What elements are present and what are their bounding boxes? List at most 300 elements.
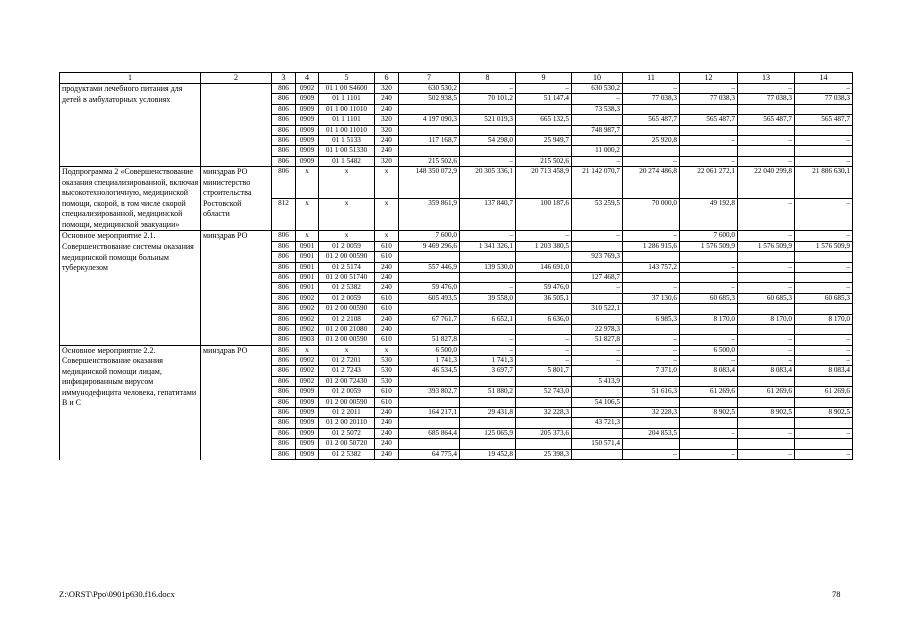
budget-code-cell: 320 — [375, 115, 399, 125]
budget-code-cell: 240 — [375, 314, 399, 324]
budget-code-cell: 0903 — [296, 335, 319, 345]
amount-cell — [572, 262, 623, 272]
budget-code-cell: 240 — [375, 104, 399, 114]
amount-cell: – — [795, 199, 853, 231]
column-header: 10 — [572, 73, 623, 84]
budget-code-cell: 806 — [272, 272, 296, 282]
budget-code-cell: 01 2 2011 — [319, 408, 375, 418]
amount-cell — [623, 439, 680, 449]
budget-code-cell: 806 — [272, 231, 296, 241]
budget-code-cell: 01 2 00 00590 — [319, 335, 375, 345]
budget-code-cell: 806 — [272, 304, 296, 314]
column-header: 2 — [201, 73, 272, 84]
footer-page-number: 78 — [832, 589, 841, 599]
amount-cell — [516, 125, 572, 135]
budget-code-cell: 01 2 2108 — [319, 314, 375, 324]
amount-cell — [460, 272, 516, 282]
budget-code-cell: х — [296, 199, 319, 231]
amount-cell — [680, 125, 738, 135]
amount-cell — [623, 104, 680, 114]
amount-cell — [572, 387, 623, 397]
amount-cell: 100 187,6 — [516, 199, 572, 231]
amount-cell: – — [795, 84, 853, 94]
budget-code-cell: 240 — [375, 283, 399, 293]
budget-code-cell: 0909 — [296, 125, 319, 135]
budget-code-cell: 610 — [375, 241, 399, 251]
amount-cell: – — [738, 335, 795, 345]
table-row — [60, 345, 853, 355]
amount-cell — [795, 125, 853, 135]
budget-code-cell: 806 — [272, 449, 296, 459]
budget-code-cell: х — [319, 199, 375, 231]
budget-code-cell: 0901 — [296, 283, 319, 293]
amount-cell: 70 000,0 — [623, 199, 680, 231]
amount-cell — [680, 104, 738, 114]
amount-cell: 150 571,4 — [572, 439, 623, 449]
program-name-cell: Основное мероприятие 2.2. Совершенствование оказания медицинской помощи лицам, инфицированным вирусом иммунодефицита человека, гепатитами В и С — [60, 345, 201, 459]
budget-code-cell: 806 — [272, 115, 296, 125]
budget-code-cell: 806 — [272, 135, 296, 145]
amount-cell — [399, 304, 460, 314]
budget-code-cell: 240 — [375, 146, 399, 156]
amount-cell: 7 600,0 — [680, 231, 738, 241]
amount-cell: – — [795, 335, 853, 345]
budget-code-cell: 01 2 0059 — [319, 293, 375, 303]
amount-cell — [738, 272, 795, 282]
budget-code-cell: 240 — [375, 135, 399, 145]
budget-code-cell: 806 — [272, 335, 296, 345]
budget-code-cell: 806 — [272, 252, 296, 262]
amount-cell: 29 431,8 — [460, 408, 516, 418]
budget-code-cell: 01 2 00 20110 — [319, 418, 375, 428]
table-row — [60, 84, 853, 94]
amount-cell — [795, 252, 853, 262]
amount-cell: 25 949,7 — [516, 135, 572, 145]
amount-cell: – — [680, 428, 738, 438]
amount-cell — [680, 324, 738, 334]
amount-cell: – — [680, 449, 738, 459]
budget-code-cell: 806 — [272, 324, 296, 334]
amount-cell — [680, 397, 738, 407]
amount-cell — [572, 408, 623, 418]
budget-code-cell: 0902 — [296, 376, 319, 386]
budget-code-cell: 806 — [272, 376, 296, 386]
budget-code-cell: 0909 — [296, 428, 319, 438]
amount-cell: – — [623, 335, 680, 345]
budget-code-cell: 01 2 0059 — [319, 387, 375, 397]
budget-code-cell: 01 2 5174 — [319, 262, 375, 272]
amount-cell — [516, 272, 572, 282]
amount-cell — [516, 252, 572, 262]
budget-code-cell: 240 — [375, 272, 399, 282]
column-header: 12 — [680, 73, 738, 84]
amount-cell — [516, 439, 572, 449]
amount-cell: – — [460, 231, 516, 241]
amount-cell: – — [572, 283, 623, 293]
amount-cell: – — [623, 345, 680, 355]
amount-cell — [399, 104, 460, 114]
amount-cell: 148 350 072,9 — [399, 167, 460, 199]
amount-cell: – — [516, 231, 572, 241]
amount-cell: 22 040 299,8 — [738, 167, 795, 199]
budget-code-cell: 806 — [272, 146, 296, 156]
budget-code-cell: 610 — [375, 397, 399, 407]
amount-cell: 1 741,3 — [460, 356, 516, 366]
budget-code-cell: 0901 — [296, 262, 319, 272]
budget-code-cell: 01 2 00 50720 — [319, 439, 375, 449]
amount-cell — [795, 397, 853, 407]
amount-cell: 6 985,3 — [623, 314, 680, 324]
budget-code-cell: 610 — [375, 252, 399, 262]
budget-code-cell: 530 — [375, 376, 399, 386]
amount-cell — [460, 146, 516, 156]
amount-cell: – — [738, 156, 795, 166]
amount-cell: 8 170,0 — [680, 314, 738, 324]
amount-cell — [460, 439, 516, 449]
budget-code-cell: 0902 — [296, 84, 319, 94]
budget-code-cell: х — [296, 167, 319, 199]
amount-cell — [399, 146, 460, 156]
amount-cell: 8 902,5 — [795, 408, 853, 418]
budget-code-cell: 0909 — [296, 104, 319, 114]
amount-cell: – — [795, 262, 853, 272]
budget-code-cell: 610 — [375, 335, 399, 345]
amount-cell: – — [460, 156, 516, 166]
amount-cell: 605 493,5 — [399, 293, 460, 303]
amount-cell — [516, 104, 572, 114]
budget-code-cell: 01 2 00 21080 — [319, 324, 375, 334]
amount-cell — [399, 324, 460, 334]
amount-cell: – — [738, 449, 795, 459]
amount-cell — [680, 304, 738, 314]
budget-code-cell: 320 — [375, 84, 399, 94]
amount-cell — [795, 418, 853, 428]
budget-code-cell: 806 — [272, 283, 296, 293]
budget-code-cell: 240 — [375, 324, 399, 334]
amount-cell: – — [738, 283, 795, 293]
budget-code-cell: 806 — [272, 428, 296, 438]
amount-cell: 8 902,5 — [680, 408, 738, 418]
amount-cell: 77 038,3 — [623, 94, 680, 104]
budget-code-cell: 806 — [272, 104, 296, 114]
budget-code-cell: х — [319, 345, 375, 355]
amount-cell: 215 502,6 — [516, 156, 572, 166]
budget-code-cell: 806 — [272, 397, 296, 407]
budget-code-cell: 01 2 00 51740 — [319, 272, 375, 282]
amount-cell — [795, 146, 853, 156]
budget-code-cell: 806 — [272, 167, 296, 199]
amount-cell: 25 398,3 — [516, 449, 572, 459]
amount-cell: 4 197 090,3 — [399, 115, 460, 125]
column-header: 1 — [60, 73, 201, 84]
budget-code-cell: 0909 — [296, 156, 319, 166]
amount-cell: 565 487,7 — [623, 115, 680, 125]
amount-cell — [623, 252, 680, 262]
budget-code-cell: 806 — [272, 418, 296, 428]
amount-cell: – — [738, 356, 795, 366]
budget-code-cell: 01 1 00 51330 — [319, 146, 375, 156]
amount-cell: 22 978,3 — [572, 324, 623, 334]
responsible-executor-cell — [201, 84, 272, 167]
budget-code-cell: 806 — [272, 156, 296, 166]
amount-cell — [795, 272, 853, 282]
amount-cell: 8 083,4 — [680, 366, 738, 376]
amount-cell: 1 341 326,1 — [460, 241, 516, 251]
amount-cell: 61 269,6 — [795, 387, 853, 397]
budget-code-cell: 0909 — [296, 418, 319, 428]
amount-cell: – — [623, 84, 680, 94]
amount-cell: 146 691,0 — [516, 262, 572, 272]
amount-cell: 7 600,0 — [399, 231, 460, 241]
budget-code-cell: х — [319, 167, 375, 199]
amount-cell — [623, 418, 680, 428]
amount-cell: 32 228,3 — [623, 408, 680, 418]
amount-cell: 46 534,5 — [399, 366, 460, 376]
amount-cell: – — [572, 156, 623, 166]
budget-code-cell: 806 — [272, 387, 296, 397]
amount-cell: 60 685,3 — [795, 293, 853, 303]
amount-cell: 64 775,4 — [399, 449, 460, 459]
budget-code-cell: 0909 — [296, 146, 319, 156]
amount-cell — [738, 104, 795, 114]
amount-cell: 8 170,0 — [795, 314, 853, 324]
amount-cell — [738, 125, 795, 135]
column-header: 7 — [399, 73, 460, 84]
amount-cell: 61 269,6 — [738, 387, 795, 397]
amount-cell: – — [572, 356, 623, 366]
amount-cell — [738, 439, 795, 449]
amount-cell: 20 274 486,8 — [623, 167, 680, 199]
amount-cell — [795, 324, 853, 334]
budget-table — [59, 72, 853, 460]
budget-code-cell: х — [319, 231, 375, 241]
amount-cell: 565 487,7 — [795, 115, 853, 125]
budget-code-cell: 01 2 00 00590 — [319, 252, 375, 262]
budget-code-cell: 0902 — [296, 293, 319, 303]
amount-cell: – — [623, 283, 680, 293]
amount-cell: 22 061 272,1 — [680, 167, 738, 199]
amount-cell — [572, 428, 623, 438]
budget-code-cell: 0909 — [296, 449, 319, 459]
amount-cell: – — [572, 94, 623, 104]
amount-cell: 6 636,0 — [516, 314, 572, 324]
amount-cell: 6 500,0 — [680, 345, 738, 355]
amount-cell: 19 452,8 — [460, 449, 516, 459]
budget-code-cell: 610 — [375, 293, 399, 303]
amount-cell: 630 530,2 — [399, 84, 460, 94]
amount-cell — [623, 304, 680, 314]
budget-code-cell: 01 1 1101 — [319, 94, 375, 104]
amount-cell: 923 769,3 — [572, 252, 623, 262]
amount-cell: 137 840,7 — [460, 199, 516, 231]
column-header: 6 — [375, 73, 399, 84]
amount-cell: – — [795, 356, 853, 366]
budget-code-cell: 0901 — [296, 241, 319, 251]
budget-code-cell: 806 — [272, 94, 296, 104]
amount-cell: – — [795, 428, 853, 438]
amount-cell: 32 228,3 — [516, 408, 572, 418]
budget-code-cell: 01 1 5133 — [319, 135, 375, 145]
amount-cell — [572, 135, 623, 145]
budget-code-cell: 01 2 7243 — [319, 366, 375, 376]
amount-cell — [399, 272, 460, 282]
budget-code-cell: 0901 — [296, 252, 319, 262]
budget-code-cell: 320 — [375, 125, 399, 135]
budget-code-cell: 0909 — [296, 439, 319, 449]
amount-cell: 143 757,2 — [623, 262, 680, 272]
amount-cell: 51 827,8 — [399, 335, 460, 345]
budget-code-cell: 806 — [272, 125, 296, 135]
amount-cell: 49 192,8 — [680, 199, 738, 231]
budget-code-cell: 01 2 5382 — [319, 449, 375, 459]
amount-cell: 7 371,0 — [623, 366, 680, 376]
budget-code-cell: 240 — [375, 408, 399, 418]
amount-cell: 37 130,6 — [623, 293, 680, 303]
amount-cell: 59 476,0 — [516, 283, 572, 293]
budget-code-cell: 0909 — [296, 408, 319, 418]
amount-cell — [460, 304, 516, 314]
budget-code-cell: 610 — [375, 387, 399, 397]
amount-cell — [572, 115, 623, 125]
amount-cell: 204 853,5 — [623, 428, 680, 438]
amount-cell — [572, 449, 623, 459]
amount-cell — [516, 304, 572, 314]
amount-cell: 39 558,0 — [460, 293, 516, 303]
column-header: 8 — [460, 73, 516, 84]
amount-cell: 1 576 509,9 — [680, 241, 738, 251]
budget-code-cell: 01 2 0059 — [319, 241, 375, 251]
amount-cell — [399, 125, 460, 135]
amount-cell: 8 083,4 — [738, 366, 795, 376]
amount-cell — [795, 304, 853, 314]
amount-cell: 521 019,3 — [460, 115, 516, 125]
budget-code-cell: 0909 — [296, 397, 319, 407]
budget-code-cell: х — [375, 345, 399, 355]
budget-code-cell: х — [296, 345, 319, 355]
amount-cell: – — [738, 135, 795, 145]
budget-code-cell: 01 2 5382 — [319, 283, 375, 293]
amount-cell: 565 487,7 — [738, 115, 795, 125]
responsible-executor-cell: минздрав РО министерство строительства Ростовской области — [201, 167, 272, 231]
amount-cell — [680, 418, 738, 428]
amount-cell: 8 170,0 — [738, 314, 795, 324]
amount-cell: – — [738, 345, 795, 355]
amount-cell: 1 576 509,9 — [738, 241, 795, 251]
amount-cell — [623, 272, 680, 282]
amount-cell: – — [680, 135, 738, 145]
table-body — [60, 73, 853, 460]
amount-cell: 502 938,5 — [399, 94, 460, 104]
column-header: 5 — [319, 73, 375, 84]
amount-cell: 9 469 296,6 — [399, 241, 460, 251]
amount-cell: 6 500,0 — [399, 345, 460, 355]
amount-cell: – — [738, 428, 795, 438]
amount-cell: – — [738, 199, 795, 231]
budget-code-cell: 806 — [272, 241, 296, 251]
amount-cell — [516, 418, 572, 428]
amount-cell — [623, 324, 680, 334]
amount-cell — [623, 125, 680, 135]
budget-code-cell: 610 — [375, 304, 399, 314]
amount-cell: – — [623, 156, 680, 166]
footer-file-path: Z:\ORST\Ppo\0901p630.f16.docx — [59, 589, 175, 599]
header-row — [60, 73, 853, 84]
amount-cell — [795, 376, 853, 386]
amount-cell: 665 132,5 — [516, 115, 572, 125]
amount-cell — [460, 104, 516, 114]
amount-cell — [738, 376, 795, 386]
budget-code-cell: 0902 — [296, 314, 319, 324]
amount-cell: – — [680, 84, 738, 94]
budget-code-cell: 240 — [375, 449, 399, 459]
amount-cell — [738, 418, 795, 428]
amount-cell: 6 652,1 — [460, 314, 516, 324]
budget-code-cell: 812 — [272, 199, 296, 231]
amount-cell: 25 920,8 — [623, 135, 680, 145]
program-name-cell: продуктами лечебного питания для детей в амбулаторных условиях — [60, 84, 201, 167]
amount-cell: 67 761,7 — [399, 314, 460, 324]
budget-code-cell: 01 2 00 00590 — [319, 304, 375, 314]
amount-cell: 77 038,3 — [738, 94, 795, 104]
budget-code-cell: х — [375, 167, 399, 199]
amount-cell: – — [572, 345, 623, 355]
budget-code-cell: 01 2 00 72430 — [319, 376, 375, 386]
amount-cell: 1 741,3 — [399, 356, 460, 366]
amount-cell: 51 880,2 — [460, 387, 516, 397]
budget-code-cell: 530 — [375, 356, 399, 366]
budget-code-cell: 240 — [375, 418, 399, 428]
amount-cell: – — [680, 283, 738, 293]
amount-cell: – — [572, 231, 623, 241]
budget-code-cell: 806 — [272, 314, 296, 324]
amount-cell — [399, 376, 460, 386]
budget-code-cell: 0909 — [296, 135, 319, 145]
budget-code-cell: 01 2 7201 — [319, 356, 375, 366]
amount-cell: – — [516, 345, 572, 355]
amount-cell: 117 168,7 — [399, 135, 460, 145]
program-name-cell: Основное мероприятие 2.1. Совершенствование системы оказания медицинской помощи больным туберкулезом — [60, 231, 201, 345]
amount-cell: – — [795, 231, 853, 241]
budget-code-cell: 01 1 00 11010 — [319, 125, 375, 135]
amount-cell: 73 538,3 — [572, 104, 623, 114]
amount-cell: 215 502,6 — [399, 156, 460, 166]
table-row — [60, 167, 853, 199]
amount-cell: 36 505,1 — [516, 293, 572, 303]
amount-cell — [572, 293, 623, 303]
budget-code-cell: х — [375, 199, 399, 231]
amount-cell: 5 801,7 — [516, 366, 572, 376]
amount-cell — [795, 104, 853, 114]
amount-cell — [680, 146, 738, 156]
amount-cell: – — [516, 84, 572, 94]
amount-cell — [516, 397, 572, 407]
amount-cell: 61 269,6 — [680, 387, 738, 397]
amount-cell: 127 468,7 — [572, 272, 623, 282]
amount-cell: – — [795, 449, 853, 459]
amount-cell — [399, 439, 460, 449]
amount-cell: – — [516, 335, 572, 345]
budget-code-cell: 01 2 00 00590 — [319, 397, 375, 407]
amount-cell: – — [738, 84, 795, 94]
amount-cell: 164 217,1 — [399, 408, 460, 418]
amount-cell — [680, 272, 738, 282]
budget-code-cell: 806 — [272, 408, 296, 418]
budget-code-cell: 0901 — [296, 272, 319, 282]
amount-cell: 125 065,9 — [460, 428, 516, 438]
budget-code-cell: 806 — [272, 356, 296, 366]
budget-code-cell: 0909 — [296, 115, 319, 125]
budget-code-cell: 01 2 5072 — [319, 428, 375, 438]
